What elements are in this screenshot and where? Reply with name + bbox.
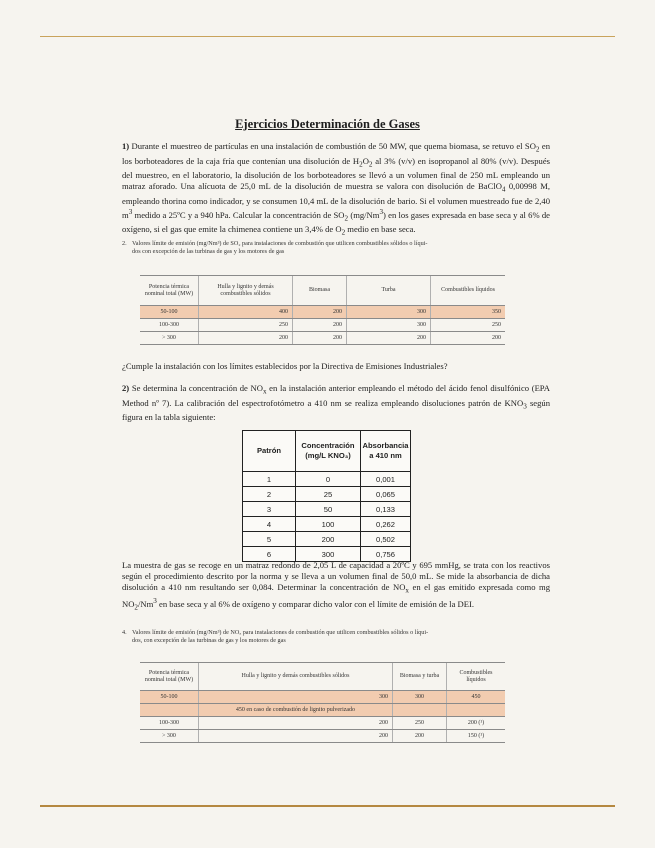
text: 2 <box>368 160 373 169</box>
text: 400 <box>199 306 293 319</box>
text: O <box>362 155 369 166</box>
top-rule <box>40 36 615 37</box>
text: 2 <box>535 145 540 154</box>
table-row <box>243 487 411 502</box>
table-row <box>140 306 505 319</box>
text: Se determina la concentración de NO <box>129 383 263 393</box>
text: medido a 25ºC y a 940 hPa. Calcular la concentración de SO <box>132 209 345 220</box>
text: 25 <box>296 487 361 502</box>
table-row <box>140 663 505 691</box>
text: 0,00998 M, empleando thorina como indicador, y se consumen 10,4 mL de la disolución de bario. Si el volumen muestreado fue de 2,40 m <box>122 181 550 220</box>
text: La muestra de gas se recoge en un matraz redondo de 2,05 L de capacidad a 20ºC y 695 mmHg, se trata con los reactivos según el procedimiento descrito por la norma y se lleva a un volumen final de 50,0 mL. Se mide la absorbancia de dicha disolución a 410 nm resultando ser 0,084. Determinar la concentración de NO <box>122 560 550 592</box>
text: 50-100 <box>140 691 199 704</box>
text: x <box>405 586 409 595</box>
text: 200 <box>199 717 393 730</box>
table-row <box>140 332 505 345</box>
table-row <box>140 319 505 332</box>
nox-limits-table <box>140 662 505 743</box>
text: al 3% (v/v) en isopropanol al 80% (v/v). Después del muestreo, en el laboratorio, la disolución de los borboteadores se llevó a un volumen final de 250 mL empleando un matraz aforado. Una alícuota de 25,0 mL de la disolución de muestra se valora con disolución de BaClO <box>122 155 550 192</box>
text: 300 <box>199 691 393 704</box>
text: 450 <box>447 691 506 704</box>
text: 0 <box>296 472 361 487</box>
text: 5 <box>243 532 296 547</box>
text: 150 (¹) <box>447 730 506 743</box>
text: 1 <box>243 472 296 487</box>
table-row <box>140 691 505 704</box>
text: 250 <box>393 717 447 730</box>
column-header: Potencia térmica nominal total (MW) <box>140 276 199 306</box>
text: Valores límite de emisión (mg/Nm³) de NOₓ para instalaciones de combustión que utilicen combustibles sólidos o líqui- <box>132 629 429 636</box>
text <box>140 704 199 717</box>
text: 50 <box>296 502 361 517</box>
text: dos con excepción de las turbinas de gas y los motores de gas <box>132 248 285 255</box>
text: en base seca y al 6% de oxígeno y comparar dicho valor con el límite de emisión de la DEI. <box>156 599 475 610</box>
text: 50-100 <box>140 306 199 319</box>
table-2-caption <box>122 240 542 256</box>
calibration-table <box>242 430 411 562</box>
text: según figura en la tabla siguiente: <box>122 397 550 423</box>
text: 3 <box>523 402 527 411</box>
text: dos, con excepción de las turbinas de gas y los motores de gas <box>132 637 286 644</box>
text: en el gas emitido expresada como mg NO <box>122 581 550 610</box>
column-header: Concentración (mg/L KNO₃) <box>296 431 361 472</box>
column-header: Combustibles líquidos <box>431 276 506 306</box>
table-row <box>243 532 411 547</box>
text: 6 <box>243 547 296 562</box>
text: 2 <box>243 487 296 502</box>
text: 0,756 <box>361 547 411 562</box>
table-row <box>243 472 411 487</box>
text: 350 <box>431 306 506 319</box>
text: 0,133 <box>361 502 411 517</box>
table-row <box>140 730 505 743</box>
column-header: Patrón <box>243 431 296 472</box>
text: 200 (¹) <box>447 717 506 730</box>
text <box>393 704 447 717</box>
text: 3 <box>243 502 296 517</box>
text: 2. <box>122 240 127 247</box>
text: en la instalación anterior empleando el método del ácido fenol disulfónico (EPA Method nº 7). La calibración del espectrofotómetro a 410 nm se realiza empleando disoluciones patrón de KNO <box>122 383 551 408</box>
text: ) en los gases expresada en base seca y al 6% de oxígeno, si el gas que emite la chimenea contiene un 3,4% de O <box>122 209 550 235</box>
text: 200 <box>293 319 347 332</box>
text: 300 <box>393 691 447 704</box>
text: 200 <box>393 730 447 743</box>
text: 4. <box>122 629 127 636</box>
text: 2) <box>122 383 130 393</box>
text: 0,262 <box>361 517 411 532</box>
text: 1) <box>122 141 130 151</box>
text: 3 <box>379 207 384 216</box>
column-header: Hulla y lignito y demás combustibles sólidos <box>199 276 293 306</box>
text: 2 <box>134 604 138 613</box>
text: 300 <box>347 306 431 319</box>
text: 2 <box>344 214 349 223</box>
text: 100-300 <box>140 717 199 730</box>
column-header: Biomasa <box>293 276 347 306</box>
text: 200 <box>199 730 393 743</box>
table-row <box>243 431 411 472</box>
text: Valores límite de emisión (mg/Nm³) de SO₂ para instalaciones de combustión que utilicen combustibles sólidos o líqui- <box>132 240 428 247</box>
column-header: Combustibles líquidos <box>447 663 506 691</box>
exercise-2-text <box>122 383 550 423</box>
text: > 300 <box>140 730 199 743</box>
text: 0,065 <box>361 487 411 502</box>
text: 4 <box>243 517 296 532</box>
text: /Nm <box>138 599 154 610</box>
table-row <box>140 704 505 717</box>
text: 200 <box>347 332 431 345</box>
table-4-caption <box>122 629 542 645</box>
text: medio en base seca. <box>345 224 416 235</box>
text: 250 <box>431 319 506 332</box>
table-row <box>140 717 505 730</box>
text: 4 <box>501 185 506 194</box>
text: 250 <box>199 319 293 332</box>
text: 200 <box>293 306 347 319</box>
so2-limits-table <box>140 275 505 345</box>
text: 200 <box>293 332 347 345</box>
exercise-1-text <box>122 141 550 239</box>
column-header: Absorbancia a 410 nm <box>361 431 411 472</box>
text: 200 <box>199 332 293 345</box>
text: en los borboteadores de la caja fría que contenían una disolución de H <box>122 141 550 166</box>
text: 3 <box>153 597 157 606</box>
text: x <box>262 387 267 396</box>
table-row <box>243 517 411 532</box>
column-header: Biomasa y turba <box>393 663 447 691</box>
page-title: Ejercicios Determinación de Gases <box>235 117 420 131</box>
text: 2 <box>341 228 346 237</box>
bottom-rule <box>40 805 615 807</box>
table-row <box>140 276 505 306</box>
table-row <box>243 502 411 517</box>
text: > 300 <box>140 332 199 345</box>
text: (mg/Nm <box>348 209 380 220</box>
text: 300 <box>296 547 361 562</box>
paragraph-3-text <box>122 560 550 614</box>
text: 0,001 <box>361 472 411 487</box>
text: Durante el muestreo de partículas en una instalación de combustión de 50 MW, que quema biomasa, se retuvo el SO <box>129 141 536 151</box>
text: 100-300 <box>140 319 199 332</box>
column-header: Hulla y lignito y demás combustibles sólidos <box>199 663 393 691</box>
text <box>447 704 506 717</box>
question-1: ¿Cumple la instalación con los límites establecidos por la Directiva de Emisiones Industriales? <box>122 361 448 371</box>
text: 3 <box>128 207 133 216</box>
text: 100 <box>296 517 361 532</box>
text: 300 <box>347 319 431 332</box>
text: 200 <box>431 332 506 345</box>
text: 200 <box>296 532 361 547</box>
text: 450 en caso de combustión de lignito pulverizado <box>199 704 393 717</box>
column-header: Turba <box>347 276 431 306</box>
text: 2 <box>359 160 363 169</box>
column-header: Potencia térmica nominal total (MW) <box>140 663 199 691</box>
text: 0,502 <box>361 532 411 547</box>
